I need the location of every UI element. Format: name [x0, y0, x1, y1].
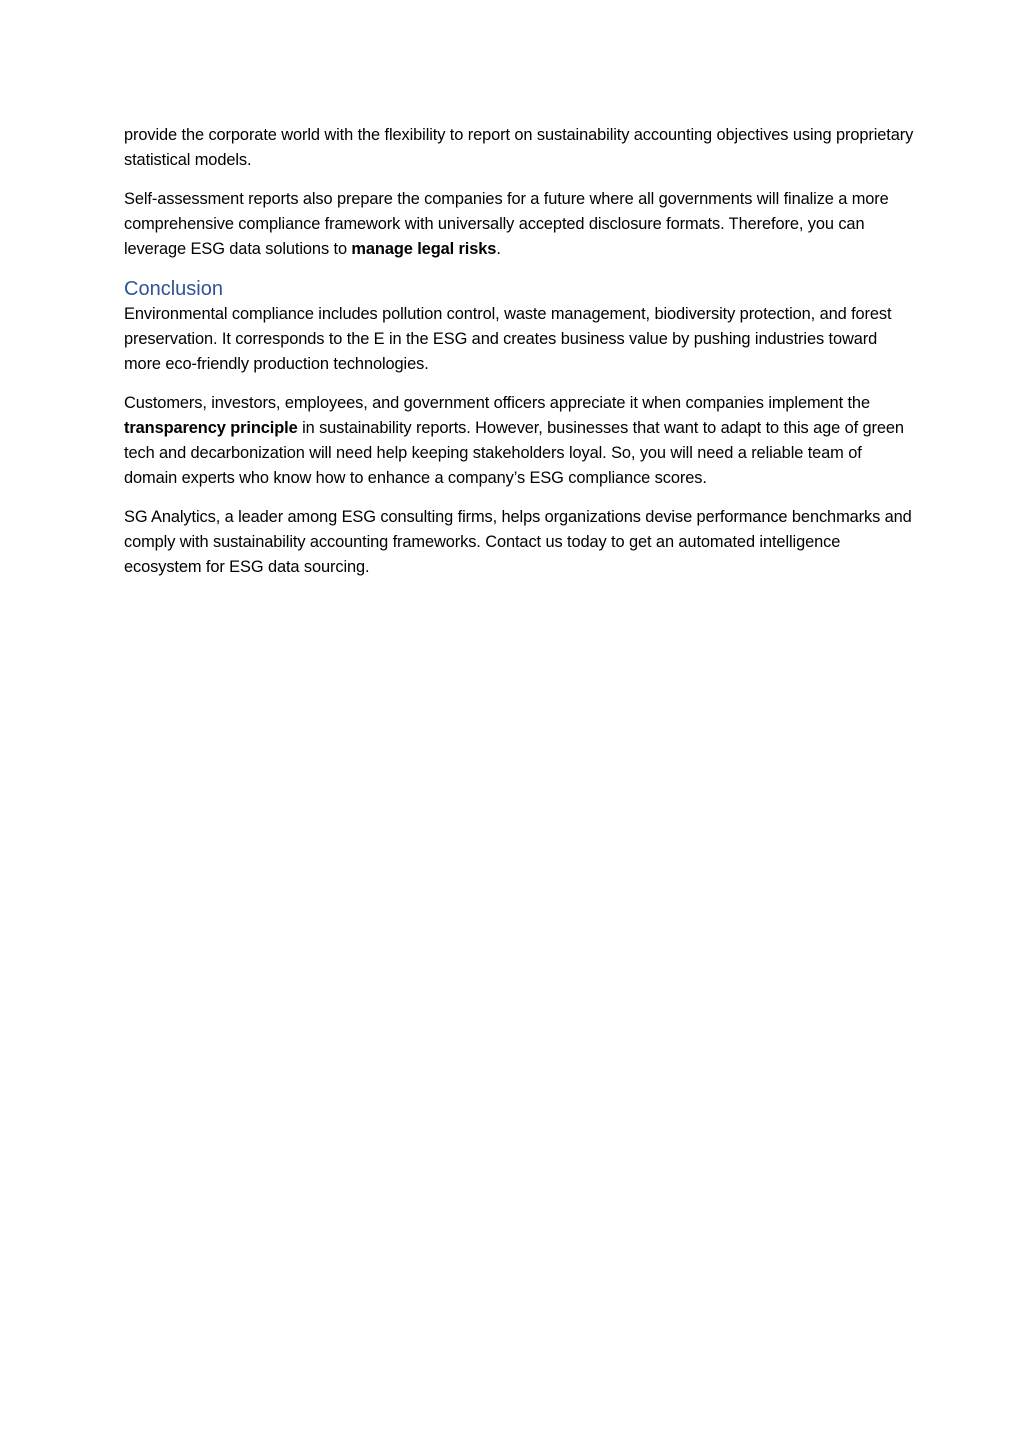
paragraph-environmental-compliance: Environmental compliance includes pollution control, waste management, biodiversity protection, and forest preservation. It corresponds to the E in the ESG and creates business value by pushing industries toward more eco-friendly production technologies.	[124, 305, 892, 373]
bold-phrase-transparency-principle: transparency principle	[124, 419, 298, 437]
paragraph-transparency	[124, 391, 914, 491]
document-page	[124, 123, 914, 594]
paragraph-text: in sustainability reports. However, businesses that want to adapt to this age of green tech and decarbonization will need help keeping stakeholders loyal. So, you will need a reliable team of domain experts who know how to enhance a company’s ESG compliance scores.	[124, 419, 904, 487]
bold-phrase-manage-legal-risks: manage legal risks	[351, 240, 497, 258]
paragraph-sg-analytics: SG Analytics, a leader among ESG consulting firms, helps organizations devise performance benchmarks and comply with sustainability accounting frameworks. Contact us today to get an automated intelligence ecosystem for ESG data sourcing.	[124, 508, 912, 576]
paragraph-text: .	[496, 240, 501, 258]
paragraph-self-assessment	[124, 187, 914, 262]
paragraph-flexibility: provide the corporate world with the flexibility to report on sustainability accounting objectives using proprietary statistical models.	[124, 126, 914, 169]
paragraph-text: Customers, investors, employees, and government officers appreciate it when companies implement the	[124, 394, 870, 412]
paragraph-text: Self-assessment reports also prepare the companies for a future where all governments will finalize a more comprehensive compliance framework with universally accepted disclosure formats. Therefore, you can leverage ESG data solutions to	[124, 190, 889, 258]
section-heading-conclusion: Conclusion	[124, 278, 223, 300]
